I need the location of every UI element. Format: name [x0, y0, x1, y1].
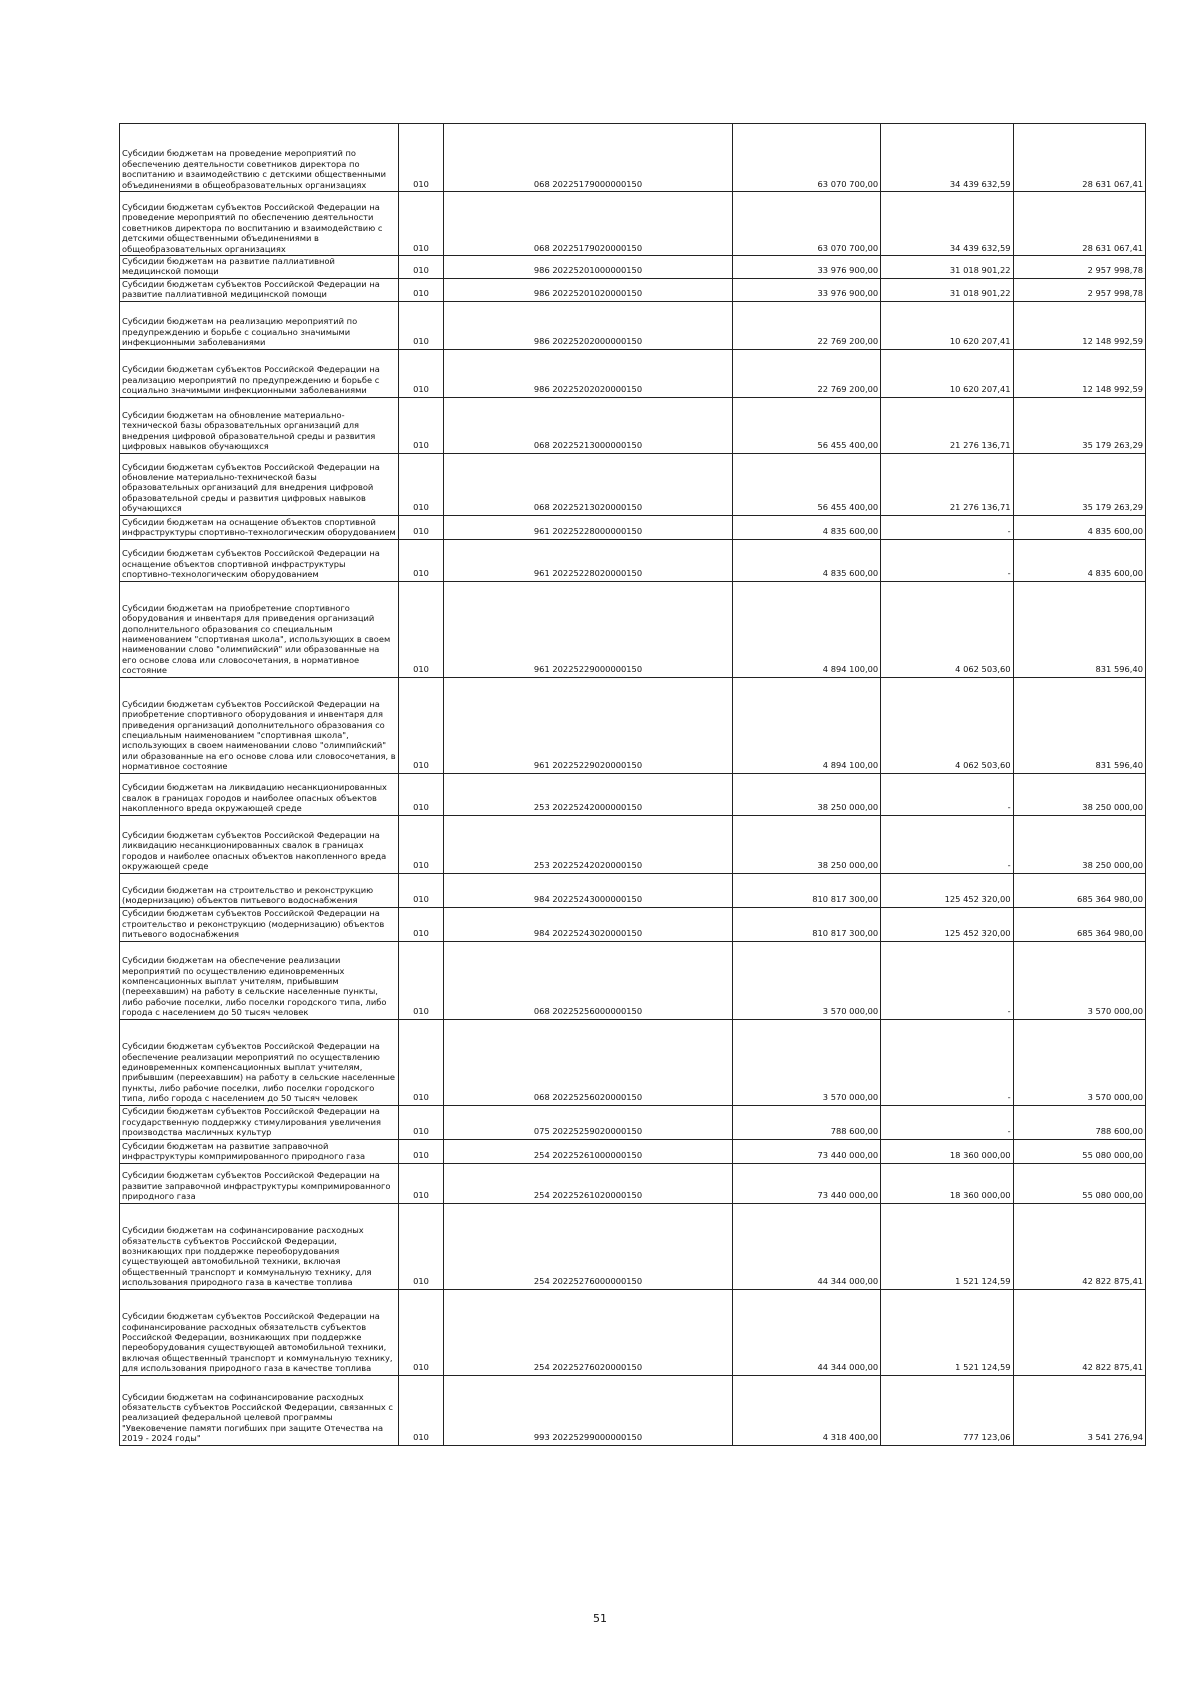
row-remaining: 788 600,00: [1013, 1105, 1145, 1139]
row-remaining: 28 631 067,41: [1013, 124, 1145, 192]
row-remaining: 55 080 000,00: [1013, 1139, 1145, 1163]
row-assigned: 33 976 900,00: [733, 278, 881, 301]
table-row: [120, 581, 1146, 677]
table-row: [120, 397, 1146, 453]
table-row: [120, 773, 1146, 815]
row-name: Субсидии бюджетам на строительство и реконструкцию (модернизацию) объектов питьевого водоснабжения: [120, 873, 399, 907]
table-row: [120, 539, 1146, 581]
row-name: Субсидии бюджетам на ликвидацию несанкционированных свалок в границах городов и наиболее опасных объектов накопленного вреда окружающей среде: [120, 773, 399, 815]
row-name: Субсидии бюджетам на развитие паллиативной медицинской помощи: [120, 256, 399, 279]
row-code: 010: [399, 453, 443, 515]
row-executed: -: [881, 941, 1013, 1019]
row-name: Субсидии бюджетам субъектов Российской Федерации на государственную поддержку стимулирования увеличения производства масличных культур: [120, 1105, 399, 1139]
row-executed: 1 521 124,59: [881, 1203, 1013, 1289]
row-kbk: 993 20225299000000150: [443, 1375, 733, 1445]
row-remaining: 831 596,40: [1013, 677, 1145, 773]
row-assigned: 73 440 000,00: [733, 1139, 881, 1163]
row-executed: 10 620 207,41: [881, 349, 1013, 397]
row-name: Субсидии бюджетам на обеспечение реализации мероприятий по осуществлению единовременных компенсационных выплат учителям, прибывшим (переехавшим) на работу в сельские населенные пункты, либо рабочие поселки, либо поселки городского типа, либо города с населением до 50 тысяч человек: [120, 941, 399, 1019]
row-code: 010: [399, 349, 443, 397]
row-remaining: 4 835 600,00: [1013, 539, 1145, 581]
row-assigned: 44 344 000,00: [733, 1203, 881, 1289]
row-name: Субсидии бюджетам на оснащение объектов спортивной инфраструктуры спортивно-технологическим оборудованием: [120, 515, 399, 539]
row-executed: -: [881, 515, 1013, 539]
row-name: Субсидии бюджетам на софинансирование расходных обязательств субъектов Российской Федерации, связанных с реализацией федеральной целевой программы "Увековечение памяти погибших при защите Отечества на 2019 - 2024 годы": [120, 1375, 399, 1445]
row-assigned: 38 250 000,00: [733, 815, 881, 873]
row-code: 010: [399, 581, 443, 677]
row-name: Субсидии бюджетам на реализацию мероприятий по предупреждению и борьбе с социально значимыми инфекционными заболеваниями: [120, 301, 399, 349]
row-kbk: 986 20225201000000150: [443, 256, 733, 279]
table-row: [120, 192, 1146, 256]
row-name: Субсидии бюджетам субъектов Российской Федерации на развитие заправочной инфраструктуры компримированного природного газа: [120, 1163, 399, 1203]
row-remaining: 28 631 067,41: [1013, 192, 1145, 256]
row-kbk: 254 20225276000000150: [443, 1203, 733, 1289]
row-remaining: 55 080 000,00: [1013, 1163, 1145, 1203]
row-executed: 777 123,06: [881, 1375, 1013, 1445]
row-name: Субсидии бюджетам на приобретение спортивного оборудования и инвентаря для приведения организаций дополнительного образования со специальным наименованием "спортивная школа", использующих в своем наименовании слово "олимпийский" или образованные на его основе слова или словосочетания, в нормативное состояние: [120, 581, 399, 677]
row-remaining: 35 179 263,29: [1013, 453, 1145, 515]
row-code: 010: [399, 192, 443, 256]
row-name: Субсидии бюджетам субъектов Российской Федерации на приобретение спортивного оборудования и инвентаря для приведения организаций дополнительного образования со специальным наименованием "спортивная школа", использующих в своем наименовании слово "олимпийский" или образованные на его основе слова или словосочетания, в нормативное состояние: [120, 677, 399, 773]
row-executed: 10 620 207,41: [881, 301, 1013, 349]
row-code: 010: [399, 124, 443, 192]
row-remaining: 3 541 276,94: [1013, 1375, 1145, 1445]
row-executed: 125 452 320,00: [881, 907, 1013, 941]
row-code: 010: [399, 301, 443, 349]
row-remaining: 685 364 980,00: [1013, 907, 1145, 941]
row-kbk: 068 20225179000000150: [443, 124, 733, 192]
row-kbk: 961 20225229000000150: [443, 581, 733, 677]
table-row: [120, 1105, 1146, 1139]
row-assigned: 44 344 000,00: [733, 1289, 881, 1375]
row-code: 010: [399, 1139, 443, 1163]
table-row: [120, 349, 1146, 397]
row-remaining: 3 570 000,00: [1013, 1019, 1145, 1105]
row-assigned: 4 318 400,00: [733, 1375, 881, 1445]
row-executed: 31 018 901,22: [881, 278, 1013, 301]
row-assigned: 4 894 100,00: [733, 677, 881, 773]
row-kbk: 986 20225202020000150: [443, 349, 733, 397]
table-row: [120, 1019, 1146, 1105]
page-number: 51: [593, 1612, 607, 1625]
table-row: [120, 941, 1146, 1019]
row-executed: 21 276 136,71: [881, 397, 1013, 453]
row-name: Субсидии бюджетам на развитие заправочной инфраструктуры компримированного природного газа: [120, 1139, 399, 1163]
budget-table: [119, 123, 1146, 1446]
row-assigned: 22 769 200,00: [733, 301, 881, 349]
row-code: 010: [399, 1019, 443, 1105]
row-code: 010: [399, 278, 443, 301]
row-kbk: 068 20225179020000150: [443, 192, 733, 256]
row-code: 010: [399, 1163, 443, 1203]
row-executed: 125 452 320,00: [881, 873, 1013, 907]
row-name: Субсидии бюджетам субъектов Российской Федерации на проведение мероприятий по обеспечению деятельности советников директора по воспитанию и взаимодействию с детскими общественными объединениями в общеобразовательных организациях: [120, 192, 399, 256]
row-code: 010: [399, 941, 443, 1019]
row-assigned: 38 250 000,00: [733, 773, 881, 815]
row-executed: 1 521 124,59: [881, 1289, 1013, 1375]
row-assigned: 63 070 700,00: [733, 192, 881, 256]
row-kbk: 961 20225228000000150: [443, 515, 733, 539]
row-code: 010: [399, 539, 443, 581]
row-code: 010: [399, 397, 443, 453]
row-remaining: 685 364 980,00: [1013, 873, 1145, 907]
row-kbk: 961 20225229020000150: [443, 677, 733, 773]
row-executed: 34 439 632,59: [881, 192, 1013, 256]
row-name: Субсидии бюджетам на проведение мероприятий по обеспечению деятельности советников директора по воспитанию и взаимодействию с детскими общественными объединениями в общеобразовательных организациях: [120, 124, 399, 192]
row-kbk: 984 20225243000000150: [443, 873, 733, 907]
row-code: 010: [399, 677, 443, 773]
row-name: Субсидии бюджетам на софинансирование расходных обязательств субъектов Российской Федерации, возникающих при поддержке переоборудования существующей автомобильной техники, включая общественный транспорт и коммунальную технику, для использования природного газа в качестве топлива: [120, 1203, 399, 1289]
row-remaining: 3 570 000,00: [1013, 941, 1145, 1019]
row-kbk: 961 20225228020000150: [443, 539, 733, 581]
row-assigned: 3 570 000,00: [733, 941, 881, 1019]
row-assigned: 810 817 300,00: [733, 907, 881, 941]
table-row: [120, 1203, 1146, 1289]
row-assigned: 810 817 300,00: [733, 873, 881, 907]
row-name: Субсидии бюджетам субъектов Российской Федерации на оснащение объектов спортивной инфраструктуры спортивно-технологическим оборудованием: [120, 539, 399, 581]
row-name: Субсидии бюджетам субъектов Российской Федерации на обновление материально-технической базы образовательных организаций для внедрения цифровой образовательной среды и развития цифровых навыков обучающихся: [120, 453, 399, 515]
row-assigned: 63 070 700,00: [733, 124, 881, 192]
row-assigned: 56 455 400,00: [733, 397, 881, 453]
row-kbk: 253 20225242000000150: [443, 773, 733, 815]
row-remaining: 12 148 992,59: [1013, 301, 1145, 349]
row-remaining: 2 957 998,78: [1013, 278, 1145, 301]
row-code: 010: [399, 256, 443, 279]
table-row: [120, 1139, 1146, 1163]
row-remaining: 42 822 875,41: [1013, 1289, 1145, 1375]
row-assigned: 4 835 600,00: [733, 539, 881, 581]
table-row: [120, 815, 1146, 873]
row-assigned: 788 600,00: [733, 1105, 881, 1139]
row-code: 010: [399, 773, 443, 815]
row-remaining: 2 957 998,78: [1013, 256, 1145, 279]
row-executed: 31 018 901,22: [881, 256, 1013, 279]
row-executed: 18 360 000,00: [881, 1163, 1013, 1203]
row-remaining: 38 250 000,00: [1013, 773, 1145, 815]
row-assigned: 4 835 600,00: [733, 515, 881, 539]
row-code: 010: [399, 815, 443, 873]
row-assigned: 73 440 000,00: [733, 1163, 881, 1203]
row-name: Субсидии бюджетам субъектов Российской Федерации на развитие паллиативной медицинской помощи: [120, 278, 399, 301]
row-executed: -: [881, 773, 1013, 815]
row-kbk: 254 20225261020000150: [443, 1163, 733, 1203]
row-kbk: 253 20225242020000150: [443, 815, 733, 873]
row-executed: 4 062 503,60: [881, 677, 1013, 773]
table-row: [120, 1163, 1146, 1203]
row-remaining: 12 148 992,59: [1013, 349, 1145, 397]
table-row: [120, 278, 1146, 301]
row-assigned: 4 894 100,00: [733, 581, 881, 677]
row-kbk: 068 20225213000000150: [443, 397, 733, 453]
table-body: [120, 124, 1146, 1446]
row-name: Субсидии бюджетам субъектов Российской Федерации на ликвидацию несанкционированных свалок в границах городов и наиболее опасных объектов накопленного вреда окружающей среде: [120, 815, 399, 873]
row-code: 010: [399, 1375, 443, 1445]
row-executed: -: [881, 539, 1013, 581]
row-kbk: 986 20225202000000150: [443, 301, 733, 349]
row-remaining: 42 822 875,41: [1013, 1203, 1145, 1289]
row-code: 010: [399, 873, 443, 907]
row-remaining: 35 179 263,29: [1013, 397, 1145, 453]
row-remaining: 831 596,40: [1013, 581, 1145, 677]
row-kbk: 984 20225243020000150: [443, 907, 733, 941]
table-row: [120, 515, 1146, 539]
row-assigned: 22 769 200,00: [733, 349, 881, 397]
row-assigned: 56 455 400,00: [733, 453, 881, 515]
row-kbk: 068 20225256000000150: [443, 941, 733, 1019]
table-row: [120, 256, 1146, 279]
row-code: 010: [399, 1289, 443, 1375]
table-row: [120, 301, 1146, 349]
table-row: [120, 873, 1146, 907]
table-row: [120, 1289, 1146, 1375]
row-kbk: 986 20225201020000150: [443, 278, 733, 301]
row-kbk: 254 20225276020000150: [443, 1289, 733, 1375]
row-name: Субсидии бюджетам субъектов Российской Федерации на строительство и реконструкцию (модернизацию) объектов питьевого водоснабжения: [120, 907, 399, 941]
row-name: Субсидии бюджетам на обновление материально-технической базы образовательных организаций для внедрения цифровой образовательной среды и развития цифровых навыков обучающихся: [120, 397, 399, 453]
table-row: [120, 1375, 1146, 1445]
row-name: Субсидии бюджетам субъектов Российской Федерации на обеспечение реализации мероприятий по осуществлению единовременных компенсационных выплат учителям, прибывшим (переехавшим) на работу в сельские населенные пункты, либо рабочие поселки, либо поселки городского типа, либо города с населением до 50 тысяч человек: [120, 1019, 399, 1105]
row-executed: 21 276 136,71: [881, 453, 1013, 515]
row-assigned: 3 570 000,00: [733, 1019, 881, 1105]
row-kbk: 075 20225259020000150: [443, 1105, 733, 1139]
row-executed: 4 062 503,60: [881, 581, 1013, 677]
row-executed: -: [881, 1019, 1013, 1105]
row-kbk: 068 20225213020000150: [443, 453, 733, 515]
row-remaining: 4 835 600,00: [1013, 515, 1145, 539]
row-name: Субсидии бюджетам субъектов Российской Федерации на софинансирование расходных обязательств субъектов Российской Федерации, возникающих при поддержке переоборудования существующей автомобильной техники, включая общественный транспорт и коммунальную технику, для использования природного газа в качестве топлива: [120, 1289, 399, 1375]
row-executed: -: [881, 815, 1013, 873]
row-code: 010: [399, 1105, 443, 1139]
row-name: Субсидии бюджетам субъектов Российской Федерации на реализацию мероприятий по предупреждению и борьбе с социально значимыми инфекционными заболеваниями: [120, 349, 399, 397]
row-executed: 18 360 000,00: [881, 1139, 1013, 1163]
row-kbk: 068 20225256020000150: [443, 1019, 733, 1105]
table-row: [120, 907, 1146, 941]
table-row: [120, 677, 1146, 773]
row-kbk: 254 20225261000000150: [443, 1139, 733, 1163]
row-executed: -: [881, 1105, 1013, 1139]
row-assigned: 33 976 900,00: [733, 256, 881, 279]
row-remaining: 38 250 000,00: [1013, 815, 1145, 873]
table-row: [120, 124, 1146, 192]
row-code: 010: [399, 1203, 443, 1289]
row-executed: 34 439 632,59: [881, 124, 1013, 192]
table-row: [120, 453, 1146, 515]
row-code: 010: [399, 515, 443, 539]
row-code: 010: [399, 907, 443, 941]
